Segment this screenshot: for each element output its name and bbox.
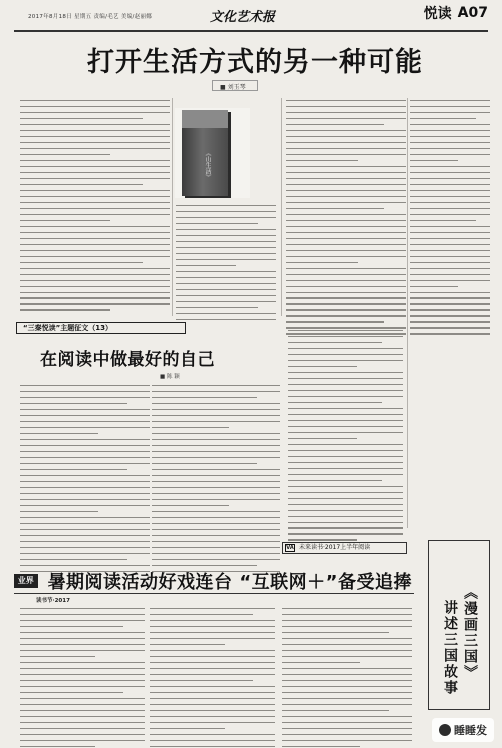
book-title-text: 《山生活》 [204,150,211,180]
main-headline: 打开生活方式的另一种可能 [87,47,423,78]
book-icon [182,110,228,196]
watermark-logo-icon [439,724,451,736]
feature-column-1 [20,385,150,577]
band-column-3 [282,608,412,748]
feature-column-2 [152,385,280,577]
band-column-2 [150,608,275,748]
watermark-text: 睡睡发 [454,724,487,737]
column-rule [281,98,282,316]
band-column-1 [20,608,145,748]
side-title-b: 讲述三国故事 [442,600,458,696]
section-name: 悦读 [423,6,452,22]
article-column-3 [286,100,406,339]
ad-logo-icon: VA [286,545,294,551]
column-rule [407,98,408,528]
feature-author: ■ 陈 颖 [160,374,180,380]
watermark-badge [432,718,494,742]
band-subhead: 读书节·2017 [36,598,70,604]
article-column-2 [176,205,276,325]
side-title-a: 《漫画三国》 [462,585,478,681]
byline: ■ 刘玉琴 [220,84,246,91]
feature-title: 在阅读中做最好的自己 [40,350,215,370]
article-column-4 [410,100,490,339]
section-header [424,3,488,23]
column-rule [172,98,173,316]
section-band [14,570,412,592]
article-column-1 [20,100,170,315]
band-tag: 业界 [14,574,38,588]
page-number: A07 [457,5,488,21]
feature-kicker: “三秦悦读”主题征文（13） [16,322,186,334]
band-title: 暑期阅读活动好戏连台 “互联网＋”备受追捧 [47,572,412,593]
ad-banner: 未来读书·2017上半年阅读 [282,542,407,554]
inset-article [288,330,403,545]
masthead: 文化艺术报 [210,10,276,25]
band-rule [14,593,414,594]
header-rule [14,30,488,32]
header-meta: 2017年8月18日 星期五 责编/毛艺 美编/赵丽娜 [28,14,153,20]
